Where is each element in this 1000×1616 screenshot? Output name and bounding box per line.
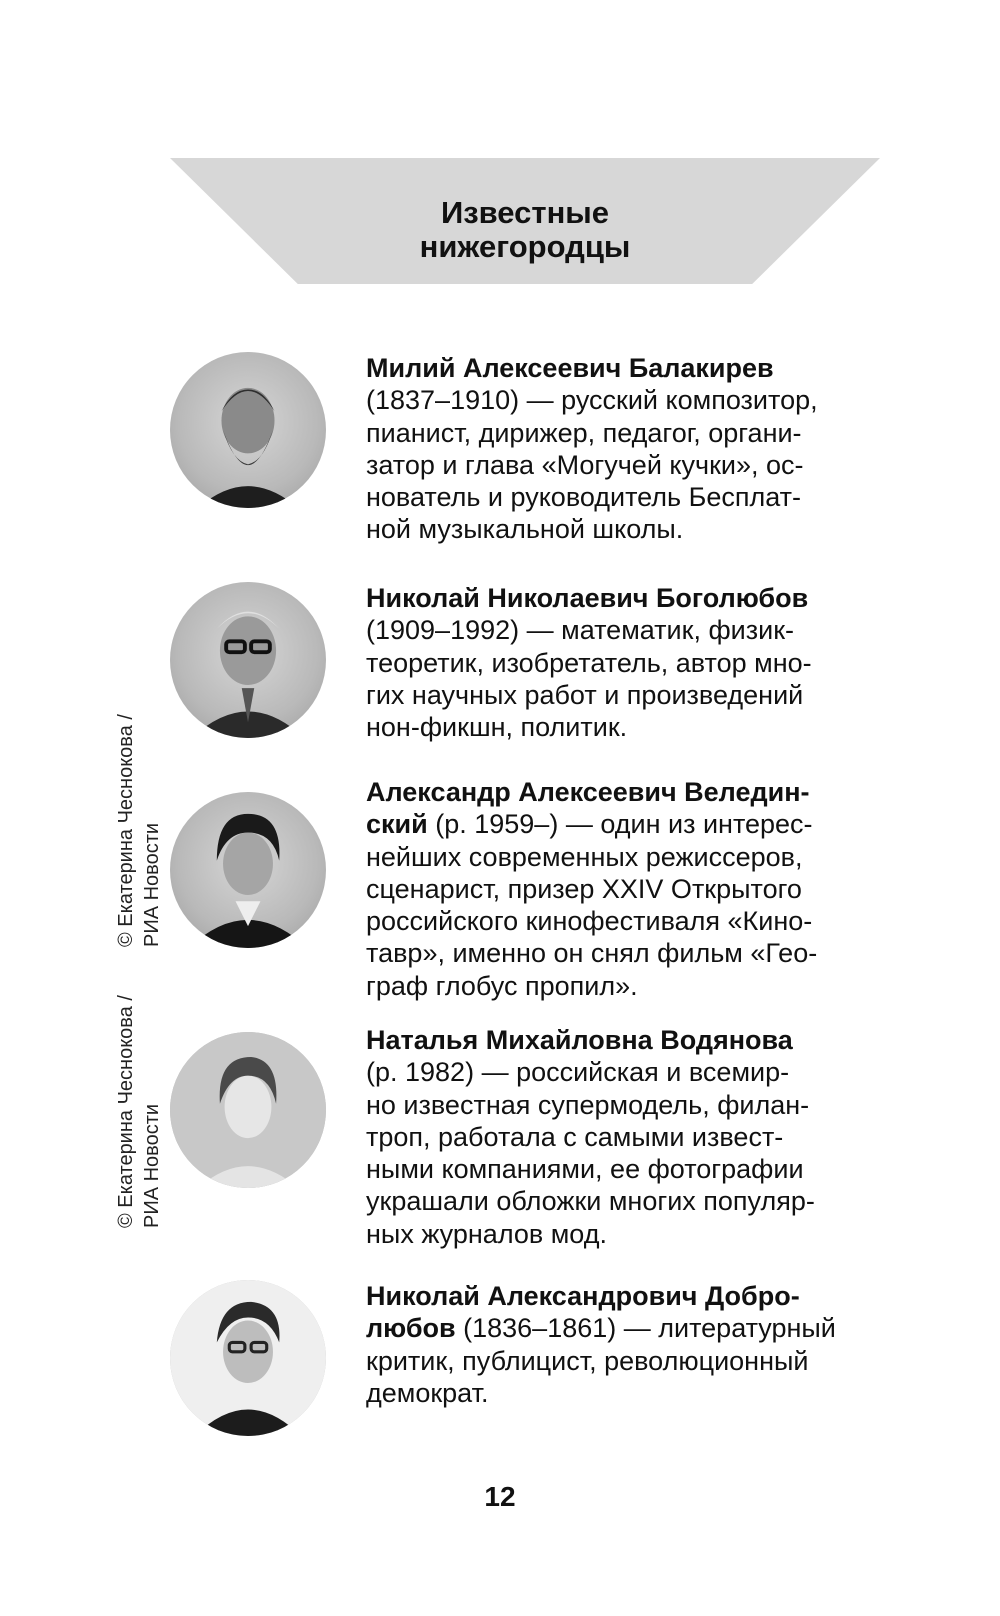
bio-line: российского кинофестиваля «Кино- <box>366 906 813 937</box>
bio-line: ными компаниями, ее фотографии <box>366 1154 804 1185</box>
bio-line: (1909–1992) — математик, физик- <box>366 615 795 646</box>
person-bio <box>366 582 876 743</box>
bio-line: демократ. <box>366 1377 489 1408</box>
photo-credit-line1: © Екатерина Чеснокова / <box>115 714 137 947</box>
bio-line: но известная супермодель, филан- <box>366 1089 810 1120</box>
bio-line: (р. 1959–) — один из интерес- <box>427 809 813 840</box>
portrait-photo <box>170 1032 326 1188</box>
portrait-photo <box>170 582 326 738</box>
bio-line: тавр», именно он снял фильм «Гео- <box>366 938 818 969</box>
photo-credit <box>113 714 165 947</box>
page-number: 12 <box>484 1481 516 1512</box>
person-name: любов <box>366 1313 456 1344</box>
portrait-photo-placeholder <box>170 792 326 948</box>
section-title-line2: нижегородцы <box>419 229 631 264</box>
portrait-photo <box>170 1280 326 1436</box>
bio-line: граф глобус пропил». <box>366 970 638 1001</box>
person-name: Александр Алексеевич Веледин- <box>366 777 810 807</box>
person-name: Николай Николаевич Боголюбов <box>366 583 809 613</box>
bio-line: украшали обложки многих популяр- <box>366 1186 815 1217</box>
bio-line: (1837–1910) — русский композитор, <box>366 385 818 416</box>
person-name: Наталья Михайловна Водянова <box>366 1025 793 1055</box>
section-title <box>170 196 880 264</box>
bio-line: гих научных работ и произведений <box>366 679 804 710</box>
photo-credit-line2: РИА Новости <box>141 822 163 947</box>
person-bio <box>366 776 876 1002</box>
person-bio <box>366 352 876 546</box>
person-name: Милий Алексеевич Балакирев <box>366 353 774 383</box>
section-title-line1: Известные <box>440 195 610 230</box>
person-bio <box>366 1280 876 1409</box>
bio-line: пианист, дирижер, педагог, органи- <box>366 417 802 448</box>
bio-line: нейших современных режиссеров, <box>366 841 803 872</box>
bio-line: теоретик, изобретатель, автор мно- <box>366 647 812 678</box>
bio-line: затор и глава «Могучей кучки», ос- <box>366 449 804 480</box>
portrait-photo-placeholder <box>170 582 326 738</box>
bio-line: критик, публицист, революционный <box>366 1345 809 1376</box>
person-bio <box>366 1024 876 1250</box>
portrait-photo-placeholder <box>170 352 326 508</box>
bio-line: троп, работала с самыми извест- <box>366 1121 784 1152</box>
photo-credit-line2: РИА Новости <box>141 1103 163 1228</box>
bio-line: (р. 1982) — российская и всемир- <box>366 1057 790 1088</box>
portrait-photo-placeholder <box>170 1032 326 1188</box>
portrait-photo <box>170 352 326 508</box>
person-name: ский <box>366 809 428 840</box>
portrait-photo-placeholder <box>170 1280 326 1436</box>
portrait-photo <box>170 792 326 948</box>
bio-line: сценарист, призер XXIV Открытого <box>366 873 802 904</box>
person-name: Николай Александрович Добро- <box>366 1281 800 1311</box>
bio-line: ной музыкальной школы. <box>366 514 684 545</box>
photo-credit <box>113 995 165 1228</box>
bio-line: (1836–1861) — литературный <box>455 1313 836 1344</box>
bio-line: нователь и руководитель Бесплат- <box>366 482 802 513</box>
bio-line: нон-фикшн, политик. <box>366 712 628 743</box>
bio-line: ных журналов мод. <box>366 1218 607 1249</box>
photo-credit-line1: © Екатерина Чеснокова / <box>115 995 137 1228</box>
